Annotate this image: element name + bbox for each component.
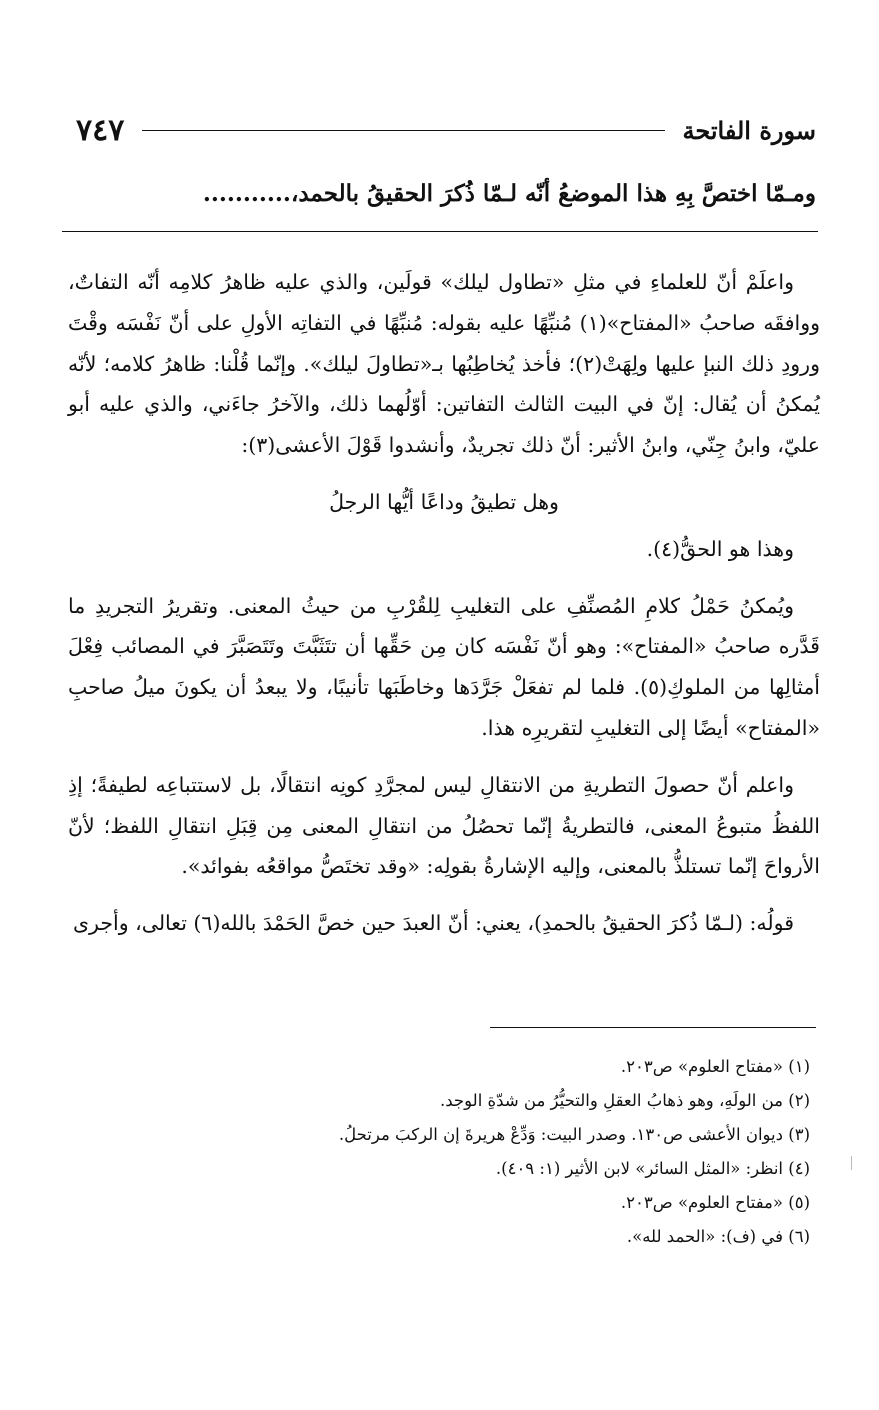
running-header: [68, 108, 816, 152]
paragraph-1: واعلَمْ أنّ للعلماءِ في مثلِ «تطاول ليلك» قولَين، والذي عليه ظاهرُ كلامِه أنّه التفاتٌ، ووافقَه صاحبُ «المفتاح»(١) مُنبِّهًا عليه بقوله: مُنبِّهًا في التفاتِه الأولِ على أنّ نَفْسَه وقْتَ ورودِ ذلك النبإ عليها ولِهَتْ(٢)؛ فأخذ يُخاطِبُها بـ«تطاولَ ليلك». وإنّما قُلْنا: ظاهرُ كلامه؛ لأنّه يُمكنُ أن يُقال: إنّ في البيت الثالث التفاتين: أوّلُهما ذلك، والآخرُ جاءَني، والذي عليه أبو عليّ، وابنُ جِنّي، وابنُ الأثير: أنّ ذلك تجريدٌ، وأنشدوا قَوْلَ الأعشى(٣):: [68, 270, 821, 458]
section-heading: ومـمّا اختصَّ بِهِ هذا الموضعُ أنّه لـمّا ذُكرَ الحقيقُ بالحمد،...........: [202, 180, 816, 207]
paragraph-3: ويُمكنُ حَمْلُ كلامِ المُصنِّفِ على التغليبِ لِلقُرْبِ من حيثُ المعنى. وتقريرُ التجريدِ ما قَدَّره صاحبُ «المفتاح»: وهو أنّ نَفْسَه كان مِن حَقِّها أن تتَثَبَّتَ وتَتَصَبَّرَ في المصائب فِعْلَ أمثالِها من الملوكِ(٥). فلما لم تفعَلْ جَرَّدَها وخاطَبَها تأنيبًا، ولا يبعدُ أن يكونَ ميلُ صاحبِ «المفتاح» أيضًا إلى التغليبِ لتقريرِه هذا.: [68, 593, 821, 740]
surah-title: سورة الفاتحة: [682, 115, 816, 145]
footnote-rule: [490, 1027, 816, 1028]
footnote-2: (٢) من الولَهِ، وهو ذهابُ العقلِ والتحيُّرُ من شدّةِ الوجد.: [440, 1091, 810, 1110]
heading-rule: [62, 231, 818, 232]
footnotes: [68, 1050, 816, 1254]
poetry-verse: وهل تطيقُ وداعًا أيُّها الرجلُ: [329, 489, 559, 514]
footnote-4: (٤) انظر: «المثل السائر» لابن الأثير (١: ٤٠٩).: [495, 1159, 810, 1178]
paragraph-5: قولُه: (لـمّا ذُكرَ الحقيقُ بالحمدِ)، يعني: أنّ العبدَ حين خصَّ الحَمْدَ بالله(٦) تعالى، وأجرى: [72, 911, 794, 936]
header-rule: [142, 130, 664, 131]
footnote-3: (٣) ديوان الأعشى ص١٣٠. وصدر البيت: وَدِّعْ هريرةَ إن الركبَ مرتحلُ.: [338, 1125, 810, 1144]
main-text: [68, 262, 820, 960]
page-number: ٧٤٧: [76, 112, 125, 148]
footnote-6: (٦) في (ف): «الحمد لله».: [626, 1227, 810, 1246]
footnote-1: (١) «مفتاح العلوم» ص٢٠٣.: [620, 1057, 810, 1076]
scan-mark: [848, 1156, 852, 1170]
paragraph-4: واعلم أنّ حصولَ التطريةِ من الانتقالِ ليس لمجرَّدِ كونِه انتقالًا، بل لاستتباعِه لطيفةً؛ إذِ اللفظُ متبوعُ المعنى، فالتطريةُ إنّما تحصُلُ من انتقالِ المعنى مِن قِبَلِ انتقالِ اللفظ؛ لأنّ الأرواحَ إنّما تستلذُّ بالمعنى، وإليه الإشارةُ بقولِه: «وقد تختَصُّ مواقعُه بفوائد».: [68, 772, 820, 879]
paragraph-2: وهذا هو الحقُّ(٤).: [646, 536, 794, 561]
footnote-5: (٥) «مفتاح العلوم» ص٢٠٣.: [620, 1193, 810, 1212]
